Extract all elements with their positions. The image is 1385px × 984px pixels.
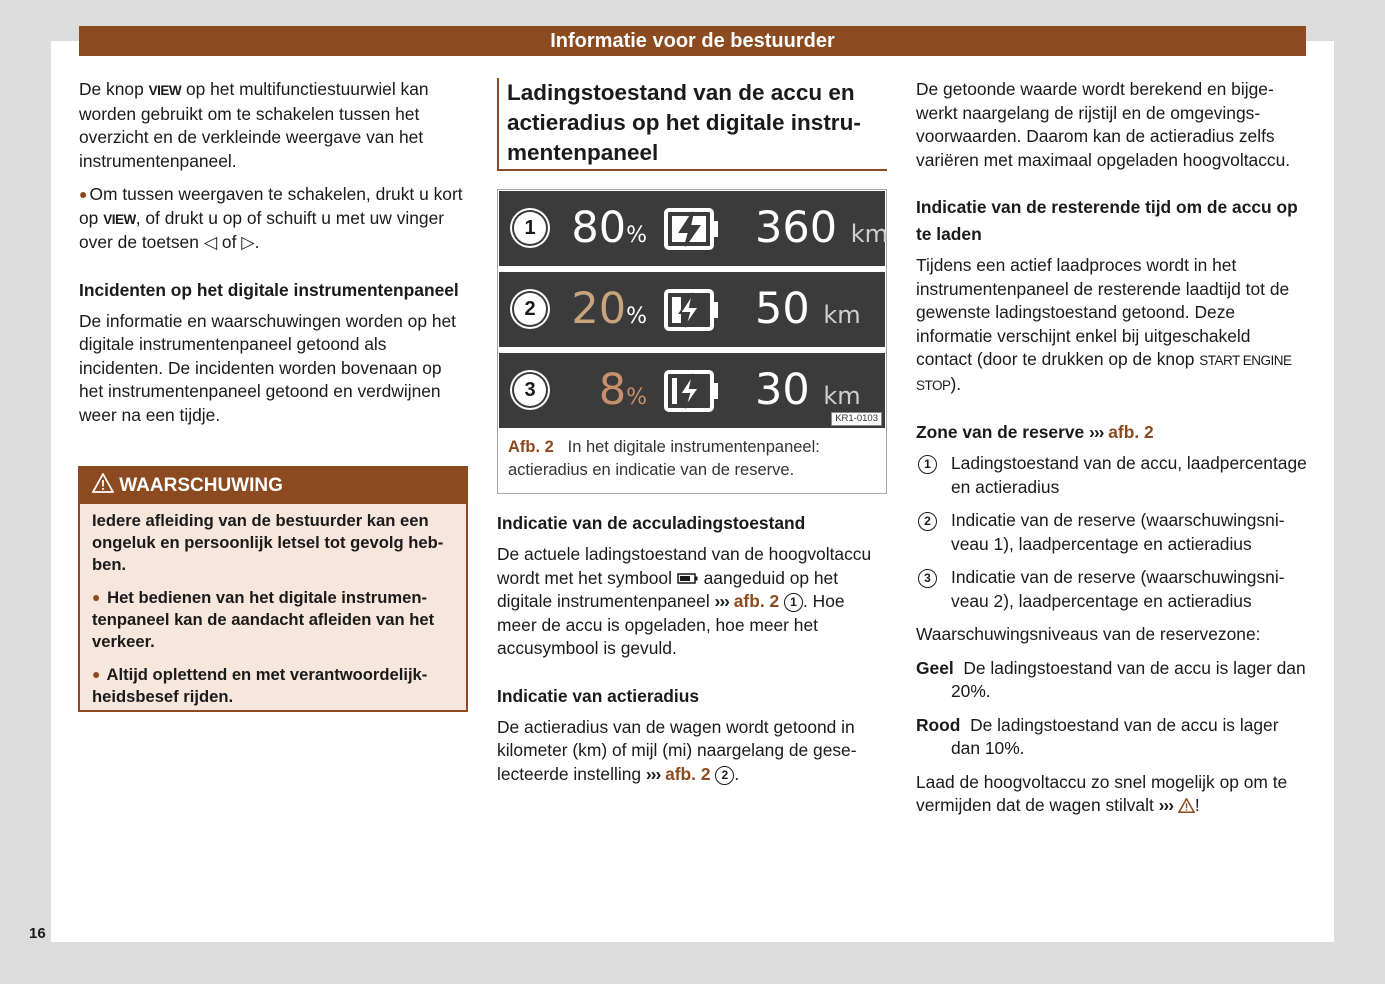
display-row-1 xyxy=(499,191,889,266)
paragraph-calculation: De getoonde waarde wordt berekend en bijgewerkt naargelang de rijstijl en de omgevingsvoorwaarden. Daarom kan de actieradius zelfs variëren met maximaal opgeladen hoogvoltaccu. xyxy=(916,79,1291,170)
battery-charging-icon xyxy=(663,207,721,256)
bullet-icon: ● xyxy=(92,666,101,682)
charge-percentage: 8% xyxy=(598,365,647,415)
heading-range: Indicatie van actieradius xyxy=(497,685,700,706)
paragraph-range: De actieradius van de wagen wordt getoond in kilometer (km) of mijl (mi) naargelang de geselecteerde instelling ››› afb. 2 2 . xyxy=(497,716,857,784)
range-km: 30 km xyxy=(755,365,861,415)
column-right xyxy=(916,78,1308,830)
row-number: 3 xyxy=(514,374,546,406)
paragraph-incidents: De informatie en waarschuwingen worden op het digitale instrumentenpaneel getoond als incidenten. De incidenten worden bovenaan op het instrumentenpaneel getoond en verdwijnen weer na een tijdje. xyxy=(79,310,457,425)
warning-text: Iedere afleiding van de bestuurder kan een ongeluk en persoonlijk letsel tot gevolg hebben. xyxy=(92,511,444,574)
view-key-label: VIEW xyxy=(103,211,136,227)
bullet-icon: ● xyxy=(92,589,101,605)
display-row-3 xyxy=(499,353,885,428)
paragraph-view-button: De knop VIEW op het multifunctiestuurwiel kan worden gebruikt om te schakelen tussen het overzicht en de verkleinde weergave van het instrumentenpaneel. xyxy=(79,79,429,171)
arrows-icon: ››› xyxy=(1158,795,1174,815)
figure-code: KR1-0103 xyxy=(831,412,882,426)
callout-circle: 2 xyxy=(918,512,937,531)
callout-circle: 3 xyxy=(918,569,937,588)
warning-header xyxy=(80,468,466,504)
battery-critical-icon xyxy=(663,369,721,418)
charge-percentage: 80% xyxy=(571,203,647,253)
battery-symbol-icon xyxy=(677,568,699,588)
list-item: 1 Ladingstoestand van de accu, laadpercentage en actieradius xyxy=(916,452,1308,499)
paragraph-warning-levels: Waarschuwingsniveaus van de reservezone: xyxy=(916,624,1261,644)
range-km: 360 km xyxy=(755,203,889,253)
battery-low-icon xyxy=(663,288,721,337)
warning-triangle-icon[interactable] xyxy=(1178,796,1195,820)
definition-red: Rood De ladingstoestand van de accu is lager dan 10%. xyxy=(916,714,1279,758)
arrows-icon: ››› xyxy=(714,591,729,611)
running-header: Informatie voor de bestuurder xyxy=(79,26,1306,56)
column-middle xyxy=(497,510,887,796)
heading-reserve-zone: Zone van de reserve ››› afb. 2 xyxy=(916,422,1154,442)
list-item: 3 Indicatie van de reserve (waarschuwingsniveau 2), laadpercentage en actieradius xyxy=(916,566,1308,613)
definition-yellow: Geel De ladingstoestand van de accu is lager dan 20%. xyxy=(916,657,1306,701)
row-number: 1 xyxy=(514,212,546,244)
list-item: 2 Indicatie van de reserve (waarschuwingsniveau 1), laadpercentage en actieradius xyxy=(916,509,1308,556)
column-left xyxy=(79,78,469,437)
figure-reference-link[interactable]: afb. 2 xyxy=(665,763,711,784)
paragraph-remaining-time: Tijdens een actief laadproces wordt in het instrumentenpaneel de resterende laadtijd tot de gewenste ladingstoestand getoond. Deze informatie verschijnt enkel bij uitgeschakeld contact (door te drukken op de knop START ENGINE STOP). xyxy=(916,255,1292,394)
arrows-icon: ››› xyxy=(1089,422,1104,442)
paragraph-charge-advice: Laad de hoogvoltaccu zo snel mogelijk op om te vermijden dat de wagen stilvalt ››› ! xyxy=(916,771,1308,820)
callout-circle: 1 xyxy=(784,593,803,612)
row-number: 2 xyxy=(514,293,546,325)
heading-remaining-time: Indicatie van de resterende tijd om de accu op te laden xyxy=(916,197,1298,244)
warning-box xyxy=(78,466,468,712)
warning-triangle-icon xyxy=(92,470,114,506)
page-number: 16 xyxy=(29,925,46,942)
paragraph-charge-state: De actuele ladingstoestand van de hoogvoltaccu wordt met het symbool aangeduid op het digitale instrumentenpaneel ››› afb. 2 1 . Hoe meer de accu is opgeladen, hoe meer het accusymbool is gevuld. xyxy=(497,544,872,658)
warning-bullet: ● Het bedienen van het digitale instrumentenpaneel kan de aandacht afleiden van het verkeer. xyxy=(92,588,435,651)
bullet-switch-views: ● Om tussen weergaven te schakelen, drukt u kort op VIEW, of drukt u op of schuift u met uw vinger over de toetsen ◁ of ▷. xyxy=(79,184,463,252)
figure-reference-link[interactable]: afb. 2 xyxy=(1108,422,1154,442)
charge-percentage: 20% xyxy=(571,284,647,334)
heading-incidents: Incidenten op het digitale instrumentenpaneel xyxy=(79,279,459,300)
arrows-icon: ››› xyxy=(645,763,661,784)
bullet-icon: ● xyxy=(79,186,88,202)
display-row-2 xyxy=(499,272,885,347)
callout-circle: 1 xyxy=(918,455,937,474)
warning-body xyxy=(80,504,466,708)
section-heading: Ladingstoestand van de accu en actieradius op het digitale instrumentenpaneel xyxy=(497,78,887,171)
warning-bullet: ● Altijd oplettend en met verantwoordelijkheidsbesef rijden. xyxy=(92,665,428,706)
range-km: 50 km xyxy=(755,284,861,334)
view-key-label: VIEW xyxy=(148,83,182,98)
instrument-screen xyxy=(499,191,889,429)
callout-circle: 2 xyxy=(715,766,734,785)
warning-title: WAARSCHUWING xyxy=(119,475,283,496)
heading-charge-state: Indicatie van de acculadingstoestand xyxy=(497,513,806,533)
figure-reference-link[interactable]: afb. 2 xyxy=(733,591,780,611)
start-engine-stop-key-label: START ENGINE STOP xyxy=(916,353,1292,393)
figure-afb-2 xyxy=(497,189,887,494)
figure-caption: Afb. 2 In het digitale instrumentenpaneel: actieradius en indicatie van de reserve. xyxy=(508,438,820,479)
